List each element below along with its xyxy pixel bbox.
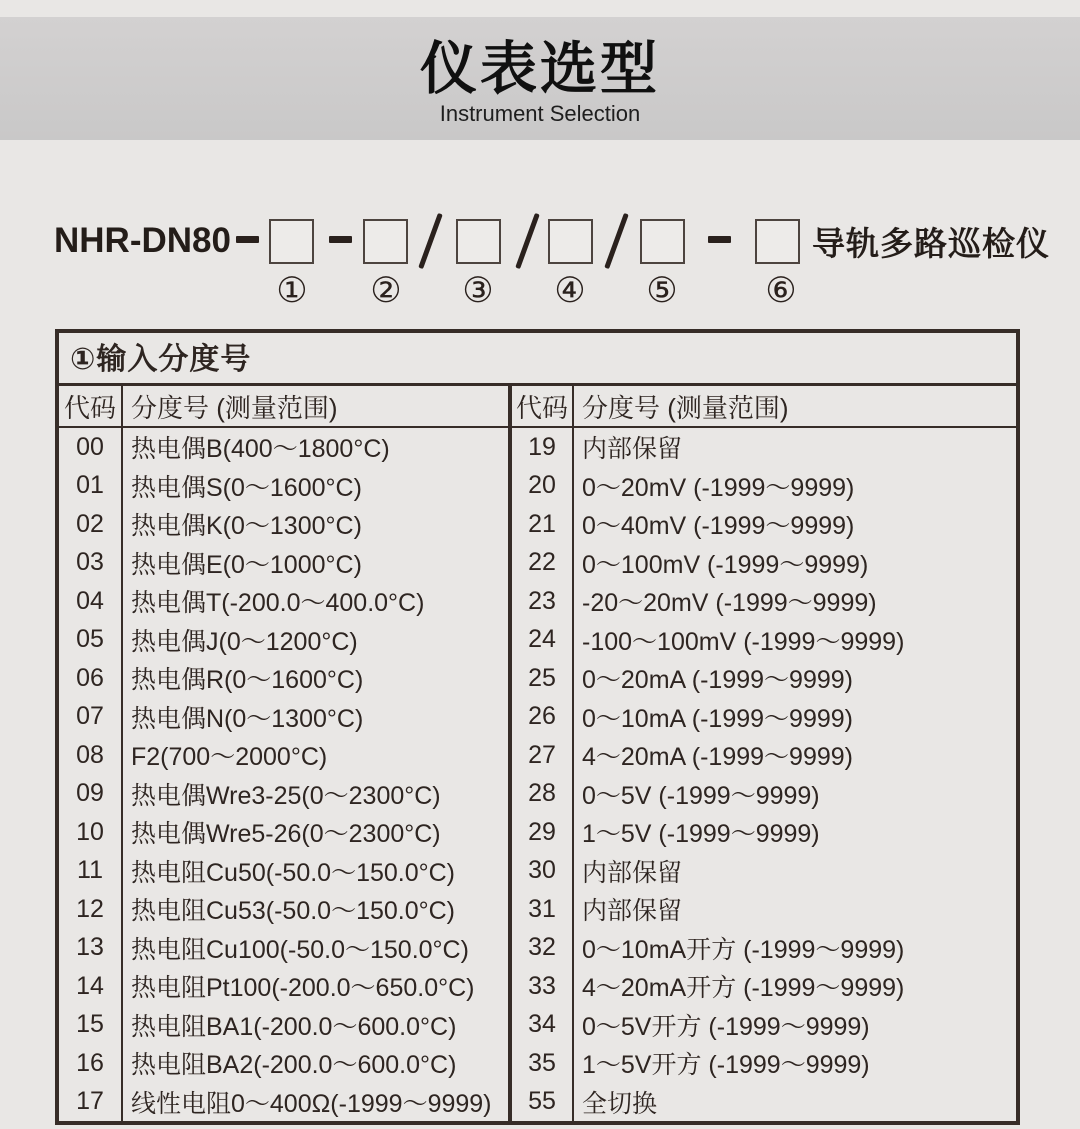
column-header-code: 代码 (59, 386, 123, 426)
table-row (59, 505, 508, 544)
code-cell: 10 (59, 813, 123, 852)
code-cell: 32 (512, 929, 574, 968)
range-cell: 热电阻BA1(-200.0～600.0°C) (131, 1012, 457, 1041)
table-row (512, 1044, 1016, 1083)
table-row (512, 929, 1016, 968)
table-row (512, 621, 1016, 660)
dash-separator (708, 236, 731, 243)
range-cell: 内部保留 (582, 435, 683, 464)
dash-separator (329, 236, 352, 243)
column-header-range: 分度号 (测量范围) (131, 392, 338, 423)
range-cell: -20～20mV (-1999～9999) (582, 589, 877, 618)
code-cell: 35 (512, 1044, 574, 1083)
code-cell: 23 (512, 582, 574, 621)
table-row (512, 544, 1016, 583)
code-cell: 08 (59, 736, 123, 775)
table-row (512, 1006, 1016, 1045)
table-row (59, 736, 508, 775)
table-row (59, 929, 508, 968)
range-cell: 0～5V开方 (-1999～9999) (582, 1012, 870, 1041)
slash-separator (604, 213, 629, 269)
range-cell: 热电偶J(0～1200°C) (131, 627, 358, 656)
range-cell: 1～5V (-1999～9999) (582, 820, 820, 849)
code-cell: 55 (512, 1083, 574, 1122)
range-cell: 热电阻BA2(-200.0～600.0°C) (131, 1051, 457, 1080)
model-option-box-5 (640, 219, 685, 264)
code-cell: 31 (512, 890, 574, 929)
range-cell: 1～5V开方 (-1999～9999) (582, 1051, 870, 1080)
range-cell: 热电阻Cu53(-50.0～150.0°C) (131, 897, 456, 926)
table-header-row (59, 386, 1016, 428)
code-cell: 19 (512, 428, 574, 467)
table-row (512, 852, 1016, 891)
input-graduation-table (55, 329, 1020, 1125)
table-row (512, 582, 1016, 621)
range-cell: 热电阻Pt100(-200.0～650.0°C) (131, 974, 475, 1003)
circled-number-4: ④ (554, 271, 586, 311)
model-option-box-2 (363, 219, 408, 264)
range-cell: 热电偶N(0～1300°C) (131, 704, 364, 733)
range-cell: -100～100mV (-1999～9999) (582, 627, 905, 656)
table-row (512, 698, 1016, 737)
table-row (512, 659, 1016, 698)
page-title: 仪表选型 (420, 37, 660, 101)
table-row (59, 775, 508, 814)
code-cell: 01 (59, 467, 123, 506)
range-cell: 0～100mV (-1999～9999) (582, 550, 869, 579)
code-cell: 27 (512, 736, 574, 775)
table-row (59, 698, 508, 737)
code-cell: 21 (512, 505, 574, 544)
range-cell: 0～10mA开方 (-1999～9999) (582, 935, 905, 964)
code-cell: 20 (512, 467, 574, 506)
header-left-half (59, 386, 512, 426)
table-left-column (59, 428, 512, 1121)
circled-number-3: ③ (462, 271, 494, 311)
column-header-code: 代码 (512, 386, 574, 426)
range-cell: 4～20mA (-1999～9999) (582, 743, 853, 772)
model-code-diagram (0, 0, 1080, 320)
range-cell: 0～20mV (-1999～9999) (582, 473, 855, 502)
range-cell: 热电偶T(-200.0～400.0°C) (131, 589, 425, 618)
code-cell: 22 (512, 544, 574, 583)
code-cell: 04 (59, 582, 123, 621)
range-cell: 内部保留 (582, 858, 683, 887)
model-option-box-6 (755, 219, 800, 264)
table-row (512, 467, 1016, 506)
table-title: ①输入分度号 (59, 333, 1016, 386)
code-cell: 11 (59, 852, 123, 891)
column-header-range: 分度号 (测量范围) (582, 392, 789, 423)
model-prefix: NHR-DN80 (54, 221, 231, 260)
range-cell: 热电阻Cu50(-50.0～150.0°C) (131, 858, 456, 887)
table-row (59, 582, 508, 621)
table-row (512, 813, 1016, 852)
range-cell: 0～10mA (-1999～9999) (582, 704, 853, 733)
code-cell: 03 (59, 544, 123, 583)
circled-number-5: ⑤ (646, 271, 678, 311)
model-option-box-3 (456, 219, 501, 264)
range-cell: 热电偶S(0～1600°C) (131, 473, 362, 502)
range-cell: 0～5V (-1999～9999) (582, 781, 820, 810)
table-row (512, 428, 1016, 467)
page-subtitle: Instrument Selection (439, 101, 641, 126)
code-cell: 30 (512, 852, 574, 891)
table-row (512, 736, 1016, 775)
range-cell: 热电偶Wre3-25(0～2300°C) (131, 781, 441, 810)
table-row (512, 890, 1016, 929)
code-cell: 09 (59, 775, 123, 814)
table-row (59, 544, 508, 583)
model-suffix: 导轨多路巡检仪 (812, 224, 1050, 262)
table-right-column (512, 428, 1016, 1121)
table-row (512, 967, 1016, 1006)
table-row (59, 1083, 508, 1122)
range-cell: F2(700～2000°C) (131, 743, 328, 772)
circled-number-1: ① (276, 271, 308, 311)
range-cell: 热电偶R(0～1600°C) (131, 666, 364, 695)
circled-number-6: ⑥ (765, 271, 797, 311)
range-cell: 热电偶Wre5-26(0～2300°C) (131, 820, 441, 849)
dash-separator (236, 236, 259, 243)
table-row (512, 775, 1016, 814)
code-cell: 24 (512, 621, 574, 660)
table-row (59, 1044, 508, 1083)
table-row (59, 813, 508, 852)
table-row (59, 621, 508, 660)
table-row (512, 1083, 1016, 1122)
code-cell: 15 (59, 1006, 123, 1045)
code-cell: 13 (59, 929, 123, 968)
model-option-box-1 (269, 219, 314, 264)
range-cell: 线性电阻0～400Ω(-1999～9999) (131, 1089, 492, 1118)
slash-separator (515, 213, 540, 269)
code-cell: 17 (59, 1083, 123, 1122)
circled-number-2: ② (370, 271, 402, 311)
code-cell: 26 (512, 698, 574, 737)
range-cell: 4～20mA开方 (-1999～9999) (582, 974, 905, 1003)
table-row (59, 967, 508, 1006)
code-cell: 16 (59, 1044, 123, 1083)
range-cell: 0～20mA (-1999～9999) (582, 666, 853, 695)
range-cell: 0～40mV (-1999～9999) (582, 512, 855, 541)
code-cell: 34 (512, 1006, 574, 1045)
code-cell: 07 (59, 698, 123, 737)
model-option-box-4 (548, 219, 593, 264)
range-cell: 热电偶B(400～1800°C) (131, 435, 390, 464)
table-row (59, 467, 508, 506)
code-cell: 33 (512, 967, 574, 1006)
code-cell: 06 (59, 659, 123, 698)
header-right-half (512, 386, 1016, 426)
code-cell: 02 (59, 505, 123, 544)
table-row (59, 1006, 508, 1045)
range-cell: 热电阻Cu100(-50.0～150.0°C) (131, 935, 469, 964)
slash-separator (418, 213, 443, 269)
range-cell: 全切换 (582, 1089, 658, 1118)
table-row (59, 852, 508, 891)
code-cell: 12 (59, 890, 123, 929)
table-row (59, 659, 508, 698)
range-cell: 热电偶K(0～1300°C) (131, 512, 362, 541)
table-row (512, 505, 1016, 544)
range-cell: 内部保留 (582, 897, 683, 926)
code-cell: 05 (59, 621, 123, 660)
code-cell: 29 (512, 813, 574, 852)
code-cell: 00 (59, 428, 123, 467)
table-body (59, 428, 1016, 1121)
range-cell: 热电偶E(0～1000°C) (131, 550, 362, 579)
code-cell: 28 (512, 775, 574, 814)
code-cell: 14 (59, 967, 123, 1006)
table-row (59, 428, 508, 467)
table-row (59, 890, 508, 929)
code-cell: 25 (512, 659, 574, 698)
